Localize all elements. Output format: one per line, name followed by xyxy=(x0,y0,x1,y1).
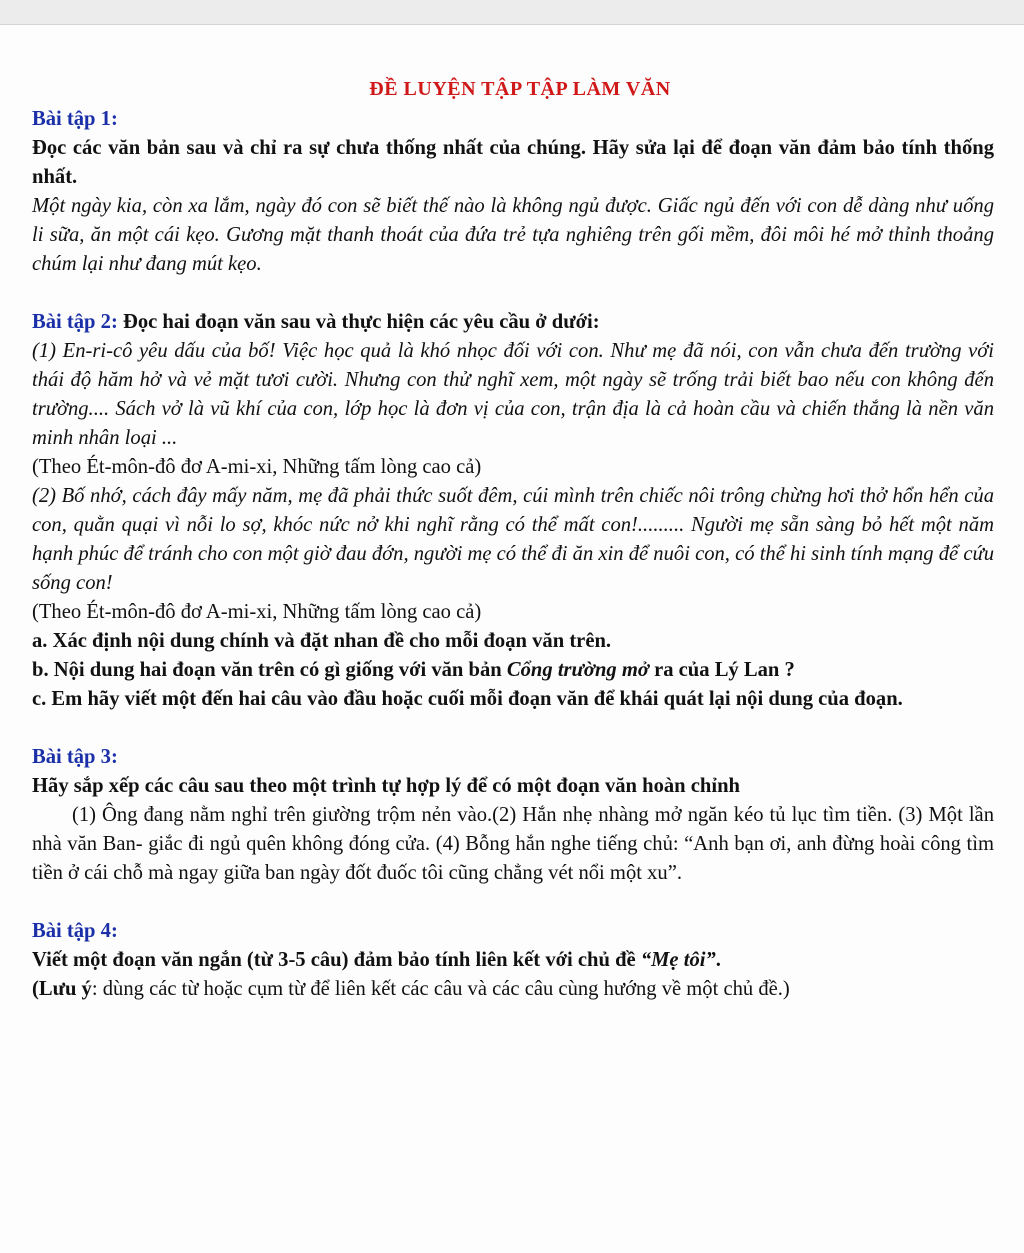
exercise-4-note xyxy=(32,975,994,1004)
exercise-4-instruction xyxy=(32,946,994,975)
exercise-2-source-1: (Theo Ét-môn-đô đơ A-mi-xi, Những tấm lòng cao cả) xyxy=(32,456,482,478)
exercise-2-source-2: (Theo Ét-môn-đô đơ A-mi-xi, Những tấm lòng cao cả) xyxy=(32,601,482,623)
exercise-2-task-a: a. Xác định nội dung chính và đặt nhan đề cho mỗi đoạn văn trên. xyxy=(32,630,612,652)
spacer xyxy=(32,888,994,917)
exercise-2-passage-1: (1) En-ri-cô yêu dấu của bố! Việc học quả là khó nhọc đối với con. Như mẹ đã nói, con vẫn chưa đến trường với thái độ hăm hở và vẻ mặt tươi cười. Nhưng con thử nghĩ xem, một ngày sẽ trống trải biết bao nếu con không đến trường.... Sách vở là vũ khí của con, lớp học là đơn vị của con, trận địa là cả hoàn cầu và chiến thắng là nền văn minh nhân loại ... xyxy=(32,340,994,449)
exercise-1-instruction: Đọc các văn bản sau và chỉ ra sự chưa thống nhất của chúng. Hãy sửa lại để đoạn văn đảm bảo tính thống nhất. xyxy=(32,137,994,188)
note-label: (Lưu ý xyxy=(32,978,92,1000)
exercise-2-heading: Bài tập 2: xyxy=(32,311,118,333)
exercise-1-passage: Một ngày kia, còn xa lắm, ngày đó con sẽ biết thế nào là không ngủ được. Giấc ngủ đến với con dễ dàng như uống li sữa, ăn một cái kẹo. Gương mặt thanh thoát của đứa trẻ tựa nghiêng trên gối mềm, đôi môi hé mở thỉnh thoảng chúm lại như đang mút kẹo. xyxy=(32,195,994,275)
task-b-author: ra của Lý Lan ? xyxy=(648,659,795,681)
exercise-2-passage-2: (2) Bố nhớ, cách đây mấy năm, mẹ đã phải thức suốt đêm, cúi mình trên chiếc nôi trông chừng hơi thở hổn hển của con, quằn quại vì nỗi lo sợ, khóc nức nở khi nghĩ rằng có thể mất con!......... Người mẹ sẵn sàng bỏ hết một năm hạnh phúc để tránh cho con một giờ đau đớn, người mẹ có thể đi ăn xin để nuôi con, có thể hi sinh tính mạng để cứu sống con! xyxy=(32,485,994,594)
task-b-text: b. Nội dung hai đoạn văn trên có gì giống với văn bản xyxy=(32,659,507,681)
task-b-work-title: Cổng trường mở xyxy=(506,659,649,681)
document-page xyxy=(0,25,1024,1253)
exercise-3-instruction: Hãy sắp xếp các câu sau theo một trình tự hợp lý để có một đoạn văn hoàn chỉnh xyxy=(32,775,741,797)
exercise-2-task-c: c. Em hãy viết một đến hai câu vào đầu hoặc cuối mỗi đoạn văn để khái quát lại nội dung của đoạn. xyxy=(32,688,903,710)
exercise-2-task-b xyxy=(32,656,994,685)
viewer-top-bar xyxy=(0,0,1024,25)
exercise-4-heading: Bài tập 4: xyxy=(32,920,118,942)
exercise-4-period: . xyxy=(715,949,721,971)
spacer xyxy=(32,279,994,308)
document-title: ĐỀ LUYỆN TẬP TẬP LÀM VĂN xyxy=(369,78,671,100)
exercise-4-instruction-text: Viết một đoạn văn ngắn (từ 3-5 câu) đảm bảo tính liên kết với chủ đề xyxy=(32,949,641,971)
exercise-3-heading: Bài tập 3: xyxy=(32,746,118,768)
exercise-2-instruction: Đọc hai đoạn văn sau và thực hiện các yêu cầu ở dưới: xyxy=(117,311,600,333)
exercise-4-topic: “Mẹ tôi” xyxy=(640,949,716,971)
document-content xyxy=(32,75,994,1004)
note-text: : dùng các từ hoặc cụm từ để liên kết các câu và các câu cùng hướng về một chủ đề.) xyxy=(91,978,790,1000)
exercise-1-heading: Bài tập 1: xyxy=(32,108,118,130)
exercise-2-intro xyxy=(32,308,994,337)
spacer xyxy=(32,714,994,743)
exercise-3-sentences: (1) Ông đang nằm nghỉ trên giường trộm nẻn vào.(2) Hắn nhẹ nhàng mở ngăn kéo tủ lục tìm tiền. (3) Một lần nhà văn Ban- giắc đi ngủ quên không đóng cửa. (4) Bỗng hắn nghe tiếng chủ: “Anh bạn ơi, anh đừng hoài công tìm tiền ở cái chỗ mà ngay giữa ban ngày đốt đuốc tôi cũng chẳng vét nổi một xu”. xyxy=(32,804,994,884)
